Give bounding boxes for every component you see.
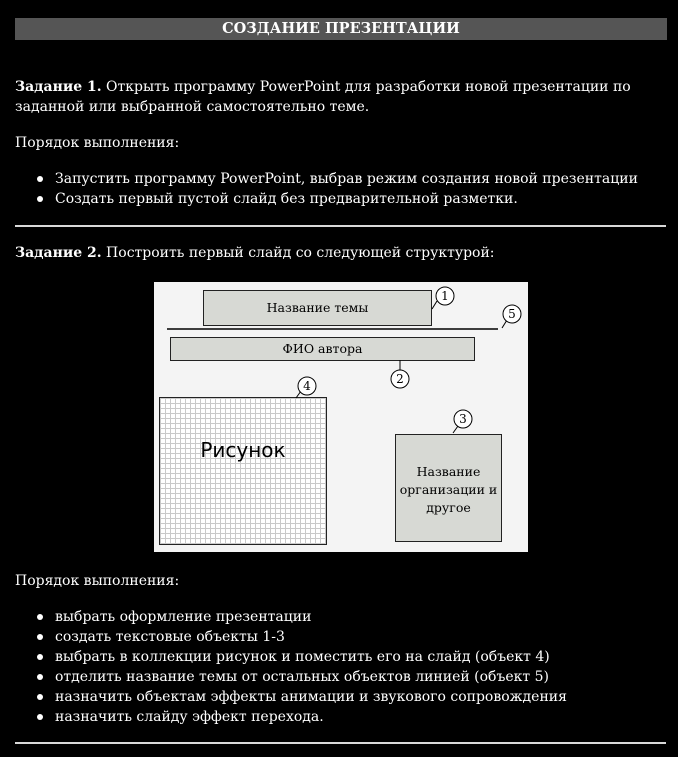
callout-number: 2	[396, 372, 404, 386]
list-item: выбрать в коллекции рисунок и поместить его на слайд (объект 4)	[0, 647, 567, 667]
callout-leader	[453, 426, 458, 433]
list-item: отделить название темы от остальных объектов линией (объект 5)	[0, 667, 567, 687]
list-item: назначить слайду эффект перехода.	[0, 707, 567, 727]
divider	[15, 225, 666, 227]
list-item: Запустить программу PowerPoint, выбрав режим создания новой презентации	[0, 169, 638, 189]
page-title: СОЗДАНИЕ ПРЕЗЕНТАЦИИ	[15, 18, 667, 40]
callout-number: 5	[508, 307, 516, 321]
task2-text: Построить первый слайд со следующей структурой:	[101, 245, 495, 261]
task2-description	[15, 243, 670, 263]
list-item: Создать первый пустой слайд без предварительной разметки.	[0, 189, 638, 209]
task2-order-label: Порядок выполнения:	[15, 573, 180, 589]
task1-description	[15, 77, 670, 117]
callout-number: 3	[459, 412, 467, 426]
organization-line-3: другое	[426, 500, 471, 515]
organization-line-1: Название	[416, 464, 481, 479]
callout-leader	[432, 301, 437, 309]
callout-number: 4	[303, 379, 311, 393]
list-item: создать текстовые объекты 1-3	[0, 627, 567, 647]
list-item: назначить объектам эффекты анимации и звукового сопровождения	[0, 687, 567, 707]
topic-box: Название темы	[203, 290, 432, 326]
picture-label: Рисунок	[200, 438, 286, 462]
divider	[15, 742, 666, 744]
slide-structure-diagram	[154, 282, 528, 552]
task1-steps-list	[0, 169, 638, 209]
diagram-annotations	[154, 282, 528, 552]
task1-label: Задание 1.	[15, 79, 102, 95]
task1-order-label: Порядок выполнения:	[15, 135, 180, 151]
task2-steps-list	[0, 607, 567, 727]
task2-label: Задание 2.	[15, 245, 102, 261]
callout-number: 1	[441, 289, 449, 303]
task1-text: Открыть программу PowerPoint для разработки новой презентации по заданной или выбранной самостоятельно теме.	[15, 79, 631, 115]
list-item: выбрать оформление презентации	[0, 607, 567, 627]
organization-line-2: организации и	[399, 482, 498, 497]
author-box: ФИО автора	[170, 337, 475, 361]
